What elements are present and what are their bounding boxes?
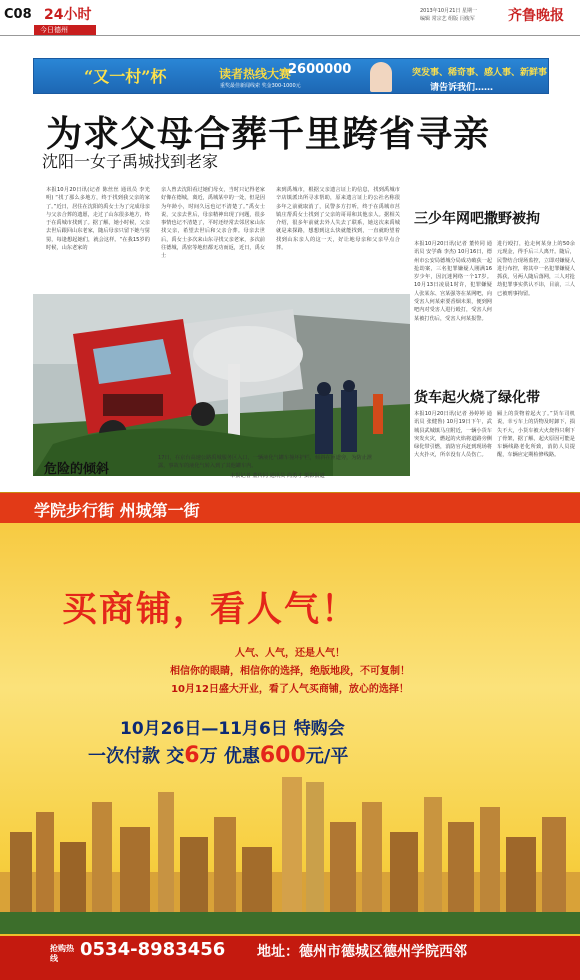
banner-prize: 2600000 [288,62,352,77]
brief-1-headline: 三少年网吧撒野被拘 [414,211,540,227]
contest-banner [33,58,549,94]
banner-categories: 突发事、稀奇事、感人事、新鲜事 [412,68,548,78]
banner-call-to-action: 请告诉我们…… [430,83,494,93]
ad-big-slogan: 买商铺，看人气！ [62,589,359,630]
ad-address: 地址：德州市德城区德州学院西邻 [257,944,467,960]
operator-image [370,62,392,92]
ad-top-strip [0,493,580,523]
ad-line-2: 相信你的眼睛，相信你的选择，绝版地段，不可复制！ [170,666,410,677]
photo-caption-title: 危险的倾斜 [44,462,110,477]
ad-pay-suffix: 元/平 [305,746,349,767]
ad-sale-dates: 10月26日—11月6日 特购会 [120,719,345,739]
article-column-1: 本报10月20日讯(记者 陈丝丝 通讯员 李光明) “找了那么多地方，终于找到我父亲的家了。”近日，居住在沈阳的禹女士为了完成母亲与父亲合葬的遗愿，走过了山东很多地方，终于在禹城市找到了。据了解，她小时候，父亲去世后跟回山东老家，随后母亲只留下她与舅舅，每逢想起她们，就会这样。“在我15岁的时候，山东老家的 [46,187,150,252]
subsection-label: 今日德州 [34,25,96,35]
brief-1-column-2: 进行殴打，抢走何某身上的50余元现金，得手后三人离开。随后，民警结合现场监控，立即对嫌疑人进行布控，将其中一名犯罪嫌疑人抓获，另两人随后落网，三人对抢劫犯罪事实供认不讳，目前，三人已被刑事拘留。 [497,241,575,297]
article-subheadline: 沈阳一女子禹城找到老家 [42,152,219,171]
banner-small-text: 重奖最佳新闻线索 奖金300-1000元 [220,83,301,89]
article-headline: 为求父母合葬千里跨省寻亲 [46,113,491,155]
article-column-3: 来到禹城市，根据父亲遗言证上的信息，找到禹城市辛店镇派出所寻求帮助，原来遗言证上的公社名称很多年之前就取消了，民警多方打听，终于在禹城市莒镇庄帮禹女士找到了父亲的哥哥和其他亲人。据相关介绍，很多年前就去外人失去了联系，她这次来禹城就是来探路，想想到这么快就能找到，一直就盼望着找到山东亲人的这一天，好让地母亲和父亲早点合葬。 [276,187,400,252]
article-column-2: 亲人曾去沈阳看过她们母女，当时只记得老家好像在德城，离近，禹城某中的一处，但是因为年龄小，时间久远也记不清楚了。”禹女士说，父亲去世后，母亲精神出现了问题，很多事情也记不清楚了，平时还经常去邻居家山东找父亲，希望去世后和父亲合葬。母亲去世后，禹女士多次来山东寻找父亲老家，多次前往德城，禹密等地但都无功而返，近日，禹女士 [161,187,265,260]
issue-meta [420,7,477,23]
ad-phone-number: 0534-8983456 [80,939,226,960]
ad-line-1: 人气、人气，还是人气！ [235,648,345,659]
ad-pay-mid: 万 优惠 [199,746,260,767]
editor-line: 编辑 常宗艺 组版 闫俊军 [420,16,475,22]
city-skyline-image [0,762,580,934]
page-header [0,0,580,36]
photo-caption-text: 17日，在京台高速公路禹城服务区入口，一辆液化气罐车撞坏护栏，倾斜在匝道旁，为防止泄露，事故车的液化气转入到了其他罐车内。 [158,455,373,469]
page-number: C08 [4,7,32,22]
tanker-accident-photo [33,294,410,476]
brief-1-column-1: 本报10月20日讯(记者 董传同 通讯员 安学森 李杰) 10月16日，德州市公安局德城分局成功破获一起抢劫案，三名犯罪嫌疑人刚满16岁少年，因沉迷网络一个17岁。10月13日凌晨1时许，犯罪嫌疑人张某东、宫某强等在某网吧，向受害人何某索要香烟未果，便到网吧内对受害人进行殴打，受害人何某被打伤后，受害人何某报警。 [414,241,492,322]
ad-pay-prefix: 一次付款 交 [88,746,185,767]
ad-street-name: 学院步行街 州城第一街 [34,501,200,520]
date-line: 2013年10月21日 星期一 [420,8,478,14]
ad-hotline-label: 抢购热线 [50,944,74,963]
ad-discount-amount: 600 [259,743,306,768]
brief-2-column-1: 本报10月20日讯(记者 孙婷婷 通讯员 张健鲁) 10月19日下午，武城县武城镇马庄附近，一辆小货车突发火灾，燃起的火焰将道路旁侧绿化带引燃，消防官兵赶到现场将大火扑灭，所幸没有人员伤亡。 [414,411,492,459]
brief-2-headline: 货车起火烧了绿化带 [414,390,540,406]
brief-2-column-2: 厢上的货物着起火了。”货车司机说，幸亏车上的货物及时卸下，损失不大，小货车被大火烧得只剩下了骨架，据了解，起火原因可能是车辆线路老化所致，消防人员提醒，车辆应定期检修线路。 [497,411,575,459]
banner-hot-label: 读者热线大赛 [219,67,292,81]
newspaper-logo: 齐鲁晚报 [508,8,564,24]
photo-credit: 本报记者 董传同 通讯员 尚勇才 摄影报道 [230,473,325,479]
banner-title: “又一村”杯 [84,67,167,86]
ad-line-3: 10月12日盛大开业，看了人气买商铺，放心的选择！ [171,684,409,695]
section-title: 24小时 [44,7,92,23]
ad-pay-amount: 6 [184,743,200,768]
